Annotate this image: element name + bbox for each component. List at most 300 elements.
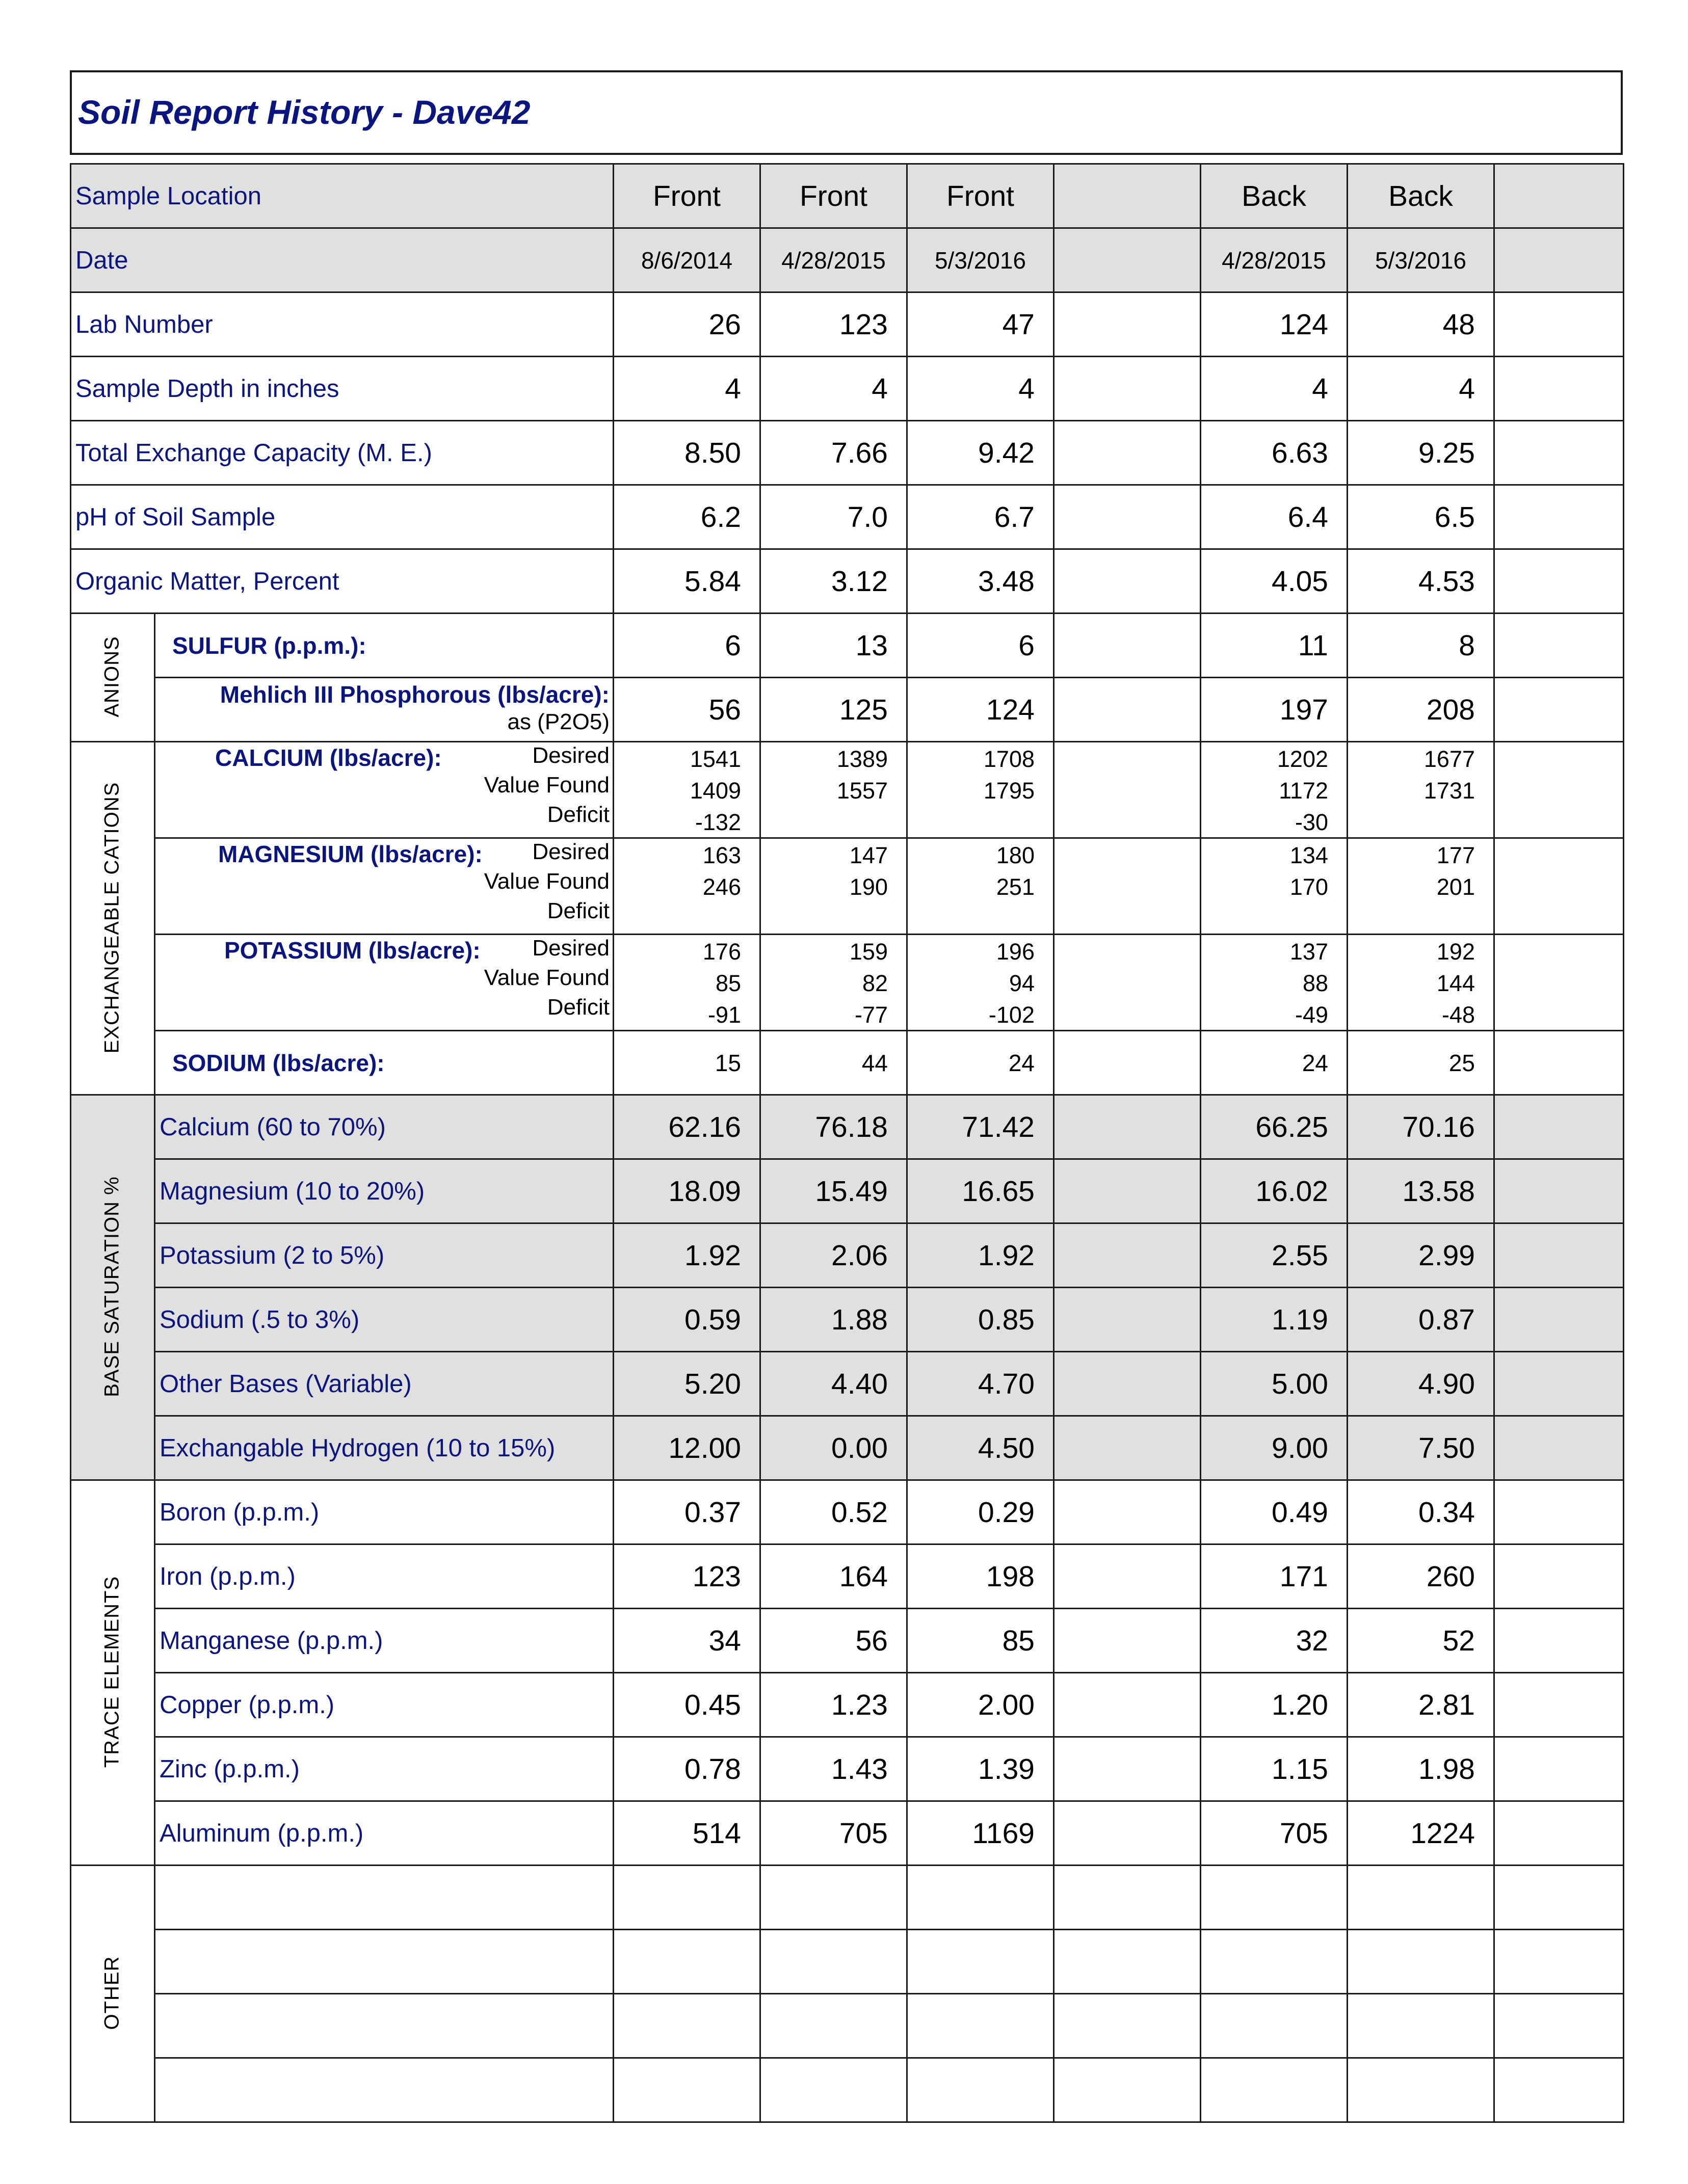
potassium-value: 137	[1289, 939, 1328, 965]
phosphorous-cell-1	[759, 677, 908, 742]
date-value: 5/3/2016	[934, 247, 1026, 274]
calcium-value: 1409	[690, 778, 741, 804]
trace-element-cell-6	[1493, 1800, 1624, 1866]
base-saturation-cell-6	[1493, 1415, 1624, 1481]
date-cell-0	[613, 227, 761, 293]
sample-location-value: Front	[652, 179, 721, 212]
other-cell-4	[1200, 1929, 1348, 1994]
calcium-value: 1795	[983, 778, 1035, 804]
date-label-cell	[70, 227, 614, 293]
potassium-value: -102	[988, 1002, 1035, 1028]
sulfur-cell-0	[613, 612, 761, 678]
sample-location-cell-6	[1493, 163, 1624, 229]
base-saturation-cell-5	[1347, 1158, 1495, 1224]
trace-element-value: 1224	[1410, 1817, 1475, 1850]
sulfur-cell-4	[1200, 612, 1348, 678]
base-saturation-cell-2	[906, 1287, 1054, 1352]
base-saturation-label-cell	[154, 1158, 614, 1224]
other-cell-5	[1347, 2057, 1495, 2123]
sodium-value: 44	[861, 1049, 888, 1076]
base-saturation-value: 1.92	[978, 1239, 1035, 1272]
other-cell-0	[613, 1993, 761, 2059]
base-saturation-value: 7.50	[1418, 1431, 1475, 1464]
trace-element-cell-2	[906, 1672, 1054, 1738]
basic-row-cell-6	[1493, 420, 1624, 486]
trace-element-value: 85	[1002, 1624, 1035, 1657]
basic-row-value: 7.0	[847, 500, 888, 534]
trace-element-cell-6	[1493, 1479, 1624, 1545]
sample-location-value: Back	[1388, 179, 1453, 212]
base-saturation-cell-5	[1347, 1351, 1495, 1417]
trace-element-cell-6	[1493, 1543, 1624, 1609]
calcium-sublabel-2: Deficit	[547, 802, 610, 827]
trace-element-label-cell	[154, 1543, 614, 1609]
trace-element-cell-2	[906, 1736, 1054, 1802]
base-saturation-cell-1	[759, 1415, 908, 1481]
basic-row-cell-3	[1053, 548, 1201, 614]
base-saturation-value: 4.40	[831, 1367, 888, 1400]
trace-element-cell-3	[1053, 1543, 1201, 1609]
base-saturation-value: 76.18	[815, 1110, 888, 1143]
other-cell-3	[1053, 1993, 1201, 2059]
other-cell-5	[1347, 1865, 1495, 1930]
sodium-cell-1	[759, 1030, 908, 1096]
other-cell-1	[759, 1865, 908, 1930]
trace-element-label: Zinc (p.p.m.)	[160, 1755, 300, 1783]
calcium-value: -30	[1295, 809, 1328, 835]
calcium-cell-6	[1493, 741, 1624, 839]
sodium-cell-0	[613, 1030, 761, 1096]
sample-location-value: Front	[946, 179, 1015, 212]
potassium-value: 192	[1436, 939, 1475, 965]
calcium-label: CALCIUM (lbs/acre):	[215, 744, 442, 771]
basic-row-label: Total Exchange Capacity (M. E.)	[75, 439, 432, 467]
basic-row-label-cell	[70, 548, 614, 614]
date-label: Date	[75, 246, 128, 274]
basic-row-cell-5	[1347, 356, 1495, 421]
base-saturation-value: 2.55	[1272, 1239, 1328, 1272]
phosphorous-cell-6	[1493, 677, 1624, 742]
trace-element-value: 0.49	[1272, 1496, 1328, 1529]
base-saturation-value: 4.50	[978, 1431, 1035, 1464]
calcium-sublabel-1: Value Found	[484, 773, 610, 797]
basic-row-value: 124	[1279, 308, 1328, 341]
trace-element-value: 1.39	[978, 1752, 1035, 1786]
base-saturation-label: Other Bases (Variable)	[160, 1370, 412, 1398]
trace-element-cell-4	[1200, 1543, 1348, 1609]
base-saturation-cell-3	[1053, 1094, 1201, 1160]
trace-element-value: 1.23	[831, 1688, 888, 1721]
basic-row-cell-6	[1493, 484, 1624, 550]
sulfur-cell-1	[759, 612, 908, 678]
other-cell-5	[1347, 1929, 1495, 1994]
base-saturation-cell-6	[1493, 1158, 1624, 1224]
potassium-value: 159	[849, 939, 888, 965]
potassium-value: 88	[1302, 970, 1328, 996]
phosphorous-cell-2	[906, 677, 1054, 742]
base-saturation-value: 1.92	[684, 1239, 741, 1272]
magnesium-sublabel-0: Desired	[532, 839, 610, 864]
sodium-value: 24	[1302, 1049, 1328, 1076]
base-saturation-cell-1	[759, 1351, 908, 1417]
sodium-value: 25	[1448, 1049, 1475, 1076]
magnesium-label: MAGNESIUM (lbs/acre):	[218, 841, 483, 867]
potassium-value: -91	[707, 1002, 741, 1028]
base-saturation-value: 0.00	[831, 1431, 888, 1464]
sulfur-cell-6	[1493, 612, 1624, 678]
basic-row-value: 48	[1442, 308, 1475, 341]
trace-element-value: 1169	[972, 1817, 1035, 1850]
base-saturation-cell-3	[1053, 1222, 1201, 1288]
other-label-cell	[154, 1865, 614, 1930]
magnesium-value: 177	[1436, 842, 1475, 868]
basic-row-cell-0	[613, 548, 761, 614]
basic-row-cell-4	[1200, 484, 1348, 550]
basic-row-label: pH of Soil Sample	[75, 503, 276, 531]
potassium-value: 82	[862, 970, 888, 996]
basic-row-value: 6.4	[1287, 500, 1328, 534]
potassium-value: 196	[996, 939, 1035, 965]
trace-element-value: 705	[839, 1817, 888, 1850]
base-saturation-label-cell	[154, 1094, 614, 1160]
base-saturation-value: 2.99	[1418, 1239, 1475, 1272]
other-cell-2	[906, 2057, 1054, 2123]
basic-row-cell-0	[613, 420, 761, 486]
other-cell-4	[1200, 1993, 1348, 2059]
trace-element-cell-0	[613, 1736, 761, 1802]
trace-element-label: Copper (p.p.m.)	[160, 1691, 335, 1719]
trace-element-cell-2	[906, 1800, 1054, 1866]
trace-element-value: 0.45	[684, 1688, 741, 1721]
basic-row-value: 4	[725, 372, 741, 405]
trace-element-value: 260	[1426, 1560, 1475, 1593]
base-saturation-label: Potassium (2 to 5%)	[160, 1241, 385, 1269]
phosphorous-value: 124	[986, 693, 1035, 726]
trace-element-value: 2.00	[978, 1688, 1035, 1721]
base-saturation-value: 4.90	[1418, 1367, 1475, 1400]
basic-row-cell-0	[613, 356, 761, 421]
sample-location-label: Sample Location	[75, 182, 262, 210]
trace-element-cell-0	[613, 1672, 761, 1738]
trace-element-cell-5	[1347, 1479, 1495, 1545]
base-saturation-cell-4	[1200, 1222, 1348, 1288]
trace-element-cell-0	[613, 1479, 761, 1545]
phosphorous-value: 208	[1426, 693, 1475, 726]
calcium-cell-0	[613, 741, 761, 839]
base-saturation-cell-4	[1200, 1351, 1348, 1417]
other-section-label: OTHER	[100, 1956, 123, 2030]
magnesium-value: 180	[996, 842, 1035, 868]
basic-row-cell-6	[1493, 291, 1624, 357]
other-cell-1	[759, 1993, 908, 2059]
base-saturation-cell-3	[1053, 1415, 1201, 1481]
trace-element-cell-1	[759, 1479, 908, 1545]
basic-row-cell-1	[759, 356, 908, 421]
magnesium-sublabel-2: Deficit	[547, 898, 610, 923]
basic-row-value: 4.53	[1418, 565, 1475, 598]
potassium-cell-4	[1200, 934, 1348, 1031]
other-cell-3	[1053, 1865, 1201, 1930]
base-saturation-cell-2	[906, 1351, 1054, 1417]
trace-element-cell-4	[1200, 1608, 1348, 1673]
sulfur-value: 6	[725, 629, 741, 662]
trace-element-value: 34	[708, 1624, 741, 1657]
basic-row-value: 5.84	[684, 565, 741, 598]
basic-row-value: 6.63	[1272, 436, 1328, 469]
potassium-cell-5	[1347, 934, 1495, 1031]
trace-element-cell-0	[613, 1608, 761, 1673]
base-saturation-value: 0.59	[684, 1303, 741, 1336]
basic-row-label-cell	[70, 291, 614, 357]
other-cell-1	[759, 2057, 908, 2123]
magnesium-cell-3	[1053, 837, 1201, 935]
basic-row-value: 9.42	[978, 436, 1035, 469]
basic-row-cell-2	[906, 548, 1054, 614]
magnesium-cell-4	[1200, 837, 1348, 935]
other-cell-0	[613, 2057, 761, 2123]
calcium-value: 1202	[1277, 746, 1328, 772]
sulfur-cell-3	[1053, 612, 1201, 678]
magnesium-value: 134	[1289, 842, 1328, 868]
base-saturation-cell-5	[1347, 1287, 1495, 1352]
basic-row-label: Lab Number	[75, 310, 213, 338]
trace-element-cell-3	[1053, 1608, 1201, 1673]
base-saturation-cell-5	[1347, 1094, 1495, 1160]
base-saturation-value: 2.06	[831, 1239, 888, 1272]
basic-row-value: 6.2	[700, 500, 741, 534]
basic-row-value: 4	[1459, 372, 1475, 405]
base-saturation-value: 5.20	[684, 1367, 741, 1400]
calcium-value: 1557	[836, 778, 888, 804]
basic-row-cell-1	[759, 484, 908, 550]
trace-element-cell-5	[1347, 1543, 1495, 1609]
base-saturation-cell-1	[759, 1222, 908, 1288]
base-saturation-cell-2	[906, 1222, 1054, 1288]
trace-element-value: 171	[1279, 1560, 1328, 1593]
base-saturation-label: Magnesium (10 to 20%)	[160, 1177, 425, 1205]
trace-element-cell-3	[1053, 1672, 1201, 1738]
trace-element-value: 52	[1442, 1624, 1475, 1657]
sample-location-cell-0	[613, 163, 761, 229]
trace-element-value: 705	[1279, 1817, 1328, 1850]
base-saturation-cell-4	[1200, 1415, 1348, 1481]
basic-row-label: Sample Depth in inches	[75, 375, 339, 403]
anions-section-label: ANIONS	[100, 636, 123, 717]
base-saturation-value: 12.00	[668, 1431, 741, 1464]
trace-element-cell-4	[1200, 1479, 1348, 1545]
base-saturation-value: 1.19	[1272, 1303, 1328, 1336]
base-saturation-label-cell	[154, 1287, 614, 1352]
trace-element-value: 1.43	[831, 1752, 888, 1786]
magnesium-sublabel-1: Value Found	[484, 869, 610, 894]
sample-location-cell-1	[759, 163, 908, 229]
base-saturation-cell-0	[613, 1222, 761, 1288]
base-saturation-cell-6	[1493, 1287, 1624, 1352]
basic-row-cell-2	[906, 484, 1054, 550]
potassium-value: -49	[1295, 1002, 1328, 1028]
basic-row-cell-2	[906, 356, 1054, 421]
base-saturation-cell-0	[613, 1351, 761, 1417]
basic-row-cell-4	[1200, 548, 1348, 614]
potassium-value: -48	[1441, 1002, 1475, 1028]
potassium-value: 85	[715, 970, 741, 996]
date-cell-3	[1053, 227, 1201, 293]
base-saturation-value: 13.58	[1402, 1175, 1475, 1208]
trace-element-cell-1	[759, 1608, 908, 1673]
trace-element-value: 0.37	[684, 1496, 741, 1529]
calcium-cell-4	[1200, 741, 1348, 839]
sample-location-value: Back	[1242, 179, 1306, 212]
base-saturation-cell-6	[1493, 1094, 1624, 1160]
other-label-cell	[154, 1929, 614, 1994]
trace-element-value: 0.78	[684, 1752, 741, 1786]
other-cell-3	[1053, 1929, 1201, 1994]
date-value: 4/28/2015	[1222, 247, 1326, 274]
sulfur-cell-5	[1347, 612, 1495, 678]
base-saturation-value: 71.42	[962, 1110, 1035, 1143]
other-cell-6	[1493, 1929, 1624, 1994]
trace-element-value: 198	[986, 1560, 1035, 1593]
trace-element-value: 123	[692, 1560, 741, 1593]
calcium-cell-5	[1347, 741, 1495, 839]
magnesium-value: 251	[996, 874, 1035, 900]
basic-row-value: 7.66	[831, 436, 888, 469]
basic-row-value: 123	[839, 308, 888, 341]
calcium-sublabel-0: Desired	[532, 743, 610, 768]
trace-element-value: 32	[1296, 1624, 1328, 1657]
trace-element-label: Manganese (p.p.m.)	[160, 1627, 383, 1655]
potassium-sublabel-1: Value Found	[484, 965, 610, 990]
sodium-value: 24	[1008, 1049, 1035, 1076]
potassium-sublabel-0: Desired	[532, 936, 610, 961]
trace-element-cell-3	[1053, 1479, 1201, 1545]
date-value: 5/3/2016	[1375, 247, 1467, 274]
phosphorous-sublabel: as (P2O5)	[507, 709, 610, 734]
trace-element-cell-2	[906, 1608, 1054, 1673]
date-cell-4	[1200, 227, 1348, 293]
sample-location-cell-2	[906, 163, 1054, 229]
base-saturation-cell-1	[759, 1287, 908, 1352]
basic-row-cell-4	[1200, 356, 1348, 421]
sodium-cell-3	[1053, 1030, 1201, 1096]
magnesium-cell-1	[759, 837, 908, 935]
calcium-cell-1	[759, 741, 908, 839]
sample-location-label-cell	[70, 163, 614, 229]
basic-row-value: 6.5	[1434, 500, 1475, 534]
basic-row-cell-4	[1200, 420, 1348, 486]
potassium-cell-6	[1493, 934, 1624, 1031]
trace-element-label-cell	[154, 1672, 614, 1738]
basic-row-value: 3.12	[831, 565, 888, 598]
phosphorous-value: 197	[1279, 693, 1328, 726]
trace-element-cell-3	[1053, 1736, 1201, 1802]
trace-element-label-cell	[154, 1800, 614, 1866]
trace-element-cell-5	[1347, 1672, 1495, 1738]
trace-element-cell-4	[1200, 1736, 1348, 1802]
basic-row-cell-0	[613, 291, 761, 357]
base-saturation-value: 15.49	[815, 1175, 888, 1208]
base-saturation-cell-5	[1347, 1222, 1495, 1288]
basic-row-cell-2	[906, 291, 1054, 357]
date-value: 8/6/2014	[641, 247, 733, 274]
base-saturation-value: 4.70	[978, 1367, 1035, 1400]
base-saturation-label-cell	[154, 1351, 614, 1417]
trace-element-cell-1	[759, 1736, 908, 1802]
potassium-cell-2	[906, 934, 1054, 1031]
sodium-cell-6	[1493, 1030, 1624, 1096]
base-saturation-cell-1	[759, 1158, 908, 1224]
sodium-cell-5	[1347, 1030, 1495, 1096]
trace-element-cell-3	[1053, 1800, 1201, 1866]
other-label-cell	[154, 2057, 614, 2123]
sulfur-value: 11	[1298, 629, 1328, 662]
potassium-value: 94	[1009, 970, 1035, 996]
phosphorous-cell-0	[613, 677, 761, 742]
trace-element-cell-1	[759, 1543, 908, 1609]
basic-row-cell-2	[906, 420, 1054, 486]
basic-row-cell-4	[1200, 291, 1348, 357]
base-saturation-cell-0	[613, 1158, 761, 1224]
basic-row-cell-1	[759, 291, 908, 357]
base-saturation-cell-0	[613, 1094, 761, 1160]
date-cell-6	[1493, 227, 1624, 293]
basic-row-cell-1	[759, 548, 908, 614]
magnesium-cell-0	[613, 837, 761, 935]
potassium-value: 144	[1436, 970, 1475, 996]
other-cell-4	[1200, 2057, 1348, 2123]
basic-row-cell-6	[1493, 548, 1624, 614]
basic-row-cell-5	[1347, 548, 1495, 614]
date-cell-1	[759, 227, 908, 293]
base-saturation-value: 0.87	[1418, 1303, 1475, 1336]
other-cell-2	[906, 1865, 1054, 1930]
other-cell-2	[906, 1993, 1054, 2059]
trace-element-value: 0.52	[831, 1496, 888, 1529]
trace-element-cell-1	[759, 1672, 908, 1738]
sulfur-value: 6	[1018, 629, 1035, 662]
calcium-value: 1172	[1279, 778, 1328, 804]
trace-element-label-cell	[154, 1736, 614, 1802]
other-cell-3	[1053, 2057, 1201, 2123]
basic-row-label-cell	[70, 484, 614, 550]
calcium-cell-3	[1053, 741, 1201, 839]
basic-row-value: 6.7	[994, 500, 1035, 534]
basic-row-cell-3	[1053, 291, 1201, 357]
trace-element-value: 1.15	[1272, 1752, 1328, 1786]
other-cell-4	[1200, 1865, 1348, 1930]
base-saturation-value: 16.02	[1255, 1175, 1328, 1208]
trace-element-value: 0.29	[978, 1496, 1035, 1529]
sulfur-cell-2	[906, 612, 1054, 678]
potassium-cell-0	[613, 934, 761, 1031]
base-saturation-value: 9.00	[1272, 1431, 1328, 1464]
base-saturation-value: 66.25	[1255, 1110, 1328, 1143]
base-saturation-label: Exchangable Hydrogen (10 to 15%)	[160, 1434, 556, 1462]
report-title: Soil Report History - Dave42	[78, 93, 531, 131]
base-saturation-cell-1	[759, 1094, 908, 1160]
basic-row-value: 4	[1018, 372, 1035, 405]
basic-row-cell-3	[1053, 484, 1201, 550]
trace-element-label: Boron (p.p.m.)	[160, 1498, 320, 1526]
potassium-value: -77	[854, 1002, 888, 1028]
cations-section-label: EXCHANGEABLE CATIONS	[100, 782, 123, 1053]
sulfur-value: 8	[1459, 629, 1475, 662]
basic-row-cell-3	[1053, 356, 1201, 421]
other-cell-2	[906, 1929, 1054, 1994]
base-saturation-cell-0	[613, 1287, 761, 1352]
date-cell-5	[1347, 227, 1495, 293]
base-saturation-value: 70.16	[1402, 1110, 1475, 1143]
